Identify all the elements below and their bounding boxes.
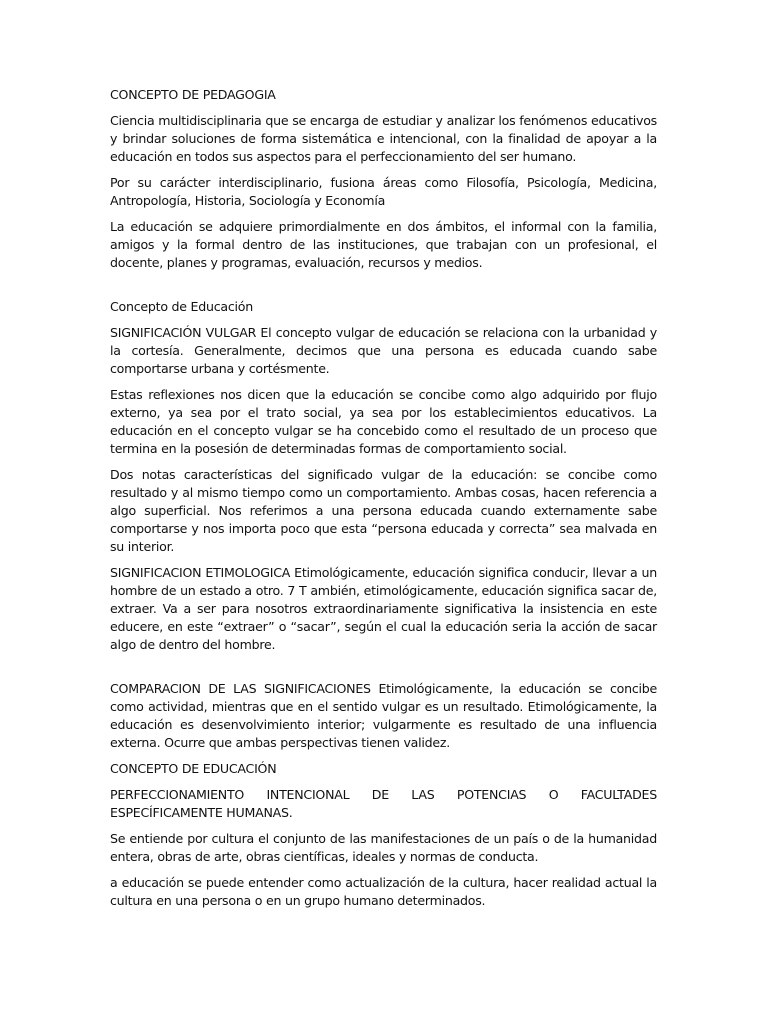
paragraph: SIGNIFICACION ETIMOLOGICA Etimológicamente, educación significa conducir, llevar a un hombre de un estado a otro. 7 T ambién, etimológicamente, educación significa sacar de, extraer. Va a ser para nosotros extraordinariamente significativa la insistencia en este educere, en este “extraer” o “sacar”, según el cual la educación seria la acción de sacar algo de dentro del hombre. [110, 565, 657, 652]
section-title-concepto-educacion: CONCEPTO DE EDUCACIÓN [110, 761, 277, 776]
section-title-pedagogia: CONCEPTO DE PEDAGOGIA [110, 87, 276, 102]
document-page [110, 86, 657, 918]
blank-line [110, 662, 657, 680]
paragraph: La educación se adquiere primordialmente en dos ámbitos, el informal con la familia, amigos y la formal dentro de las instituciones, que trabajan con un profesional, el docente, planes y programas, evaluación, recursos y medios. [110, 219, 657, 270]
section-title-educacion: Concepto de Educación [110, 299, 253, 314]
blank-line [110, 280, 657, 298]
paragraph: a educación se puede entender como actualización de la cultura, hacer realidad actual la cultura en una persona o en un grupo humano determinados. [110, 875, 657, 908]
paragraph: Estas reflexiones nos dicen que la educación se concibe como algo adquirido por flujo externo, ya sea por el trato social, ya sea por los establecimientos educativos. La educación en el concepto vulgar se ha concebido como el resultado de un proceso que termina en la posesión de determinadas formas de comportamiento social. [110, 387, 657, 456]
paragraph: Ciencia multidisciplinaria que se encarga de estudiar y analizar los fenómenos educativos y brindar soluciones de forma sistemática e intencional, con la finalidad de apoyar a la educación en todos sus aspectos para el perfeccionamiento del ser humano. [110, 113, 657, 164]
paragraph: Se entiende por cultura el conjunto de las manifestaciones de un país o de la humanidad entera, obras de arte, obras científicas, ideales y normas de conducta. [110, 831, 657, 864]
paragraph: PERFECCIONAMIENTO INTENCIONAL DE LAS POTENCIAS O FACULTADES ESPECÍFICAMENTE HUMANAS. [110, 787, 657, 820]
paragraph: SIGNIFICACIÓN VULGAR El concepto vulgar de educación se relaciona con la urbanidad y la cortesía. Generalmente, decimos que una persona es educada cuando sabe comportarse urbana y cortésmente. [110, 325, 657, 376]
paragraph: Dos notas características del significado vulgar de la educación: se concibe como resultado y al mismo tiempo como un comportamiento. Ambas cosas, hacen referencia a algo superficial. Nos referimos a una persona educada cuando externamente sabe comportarse y nos importa poco que esta “persona educada y correcta” sea malvada en su interior. [110, 467, 657, 554]
paragraph: Por su carácter interdisciplinario, fusiona áreas como Filosofía, Psicología, Medicina, Antropología, Historia, Sociología y Economía [110, 175, 657, 208]
paragraph: COMPARACION DE LAS SIGNIFICACIONES Etimológicamente, la educación se concibe como actividad, mientras que en el sentido vulgar es un resultado. Etimológicamente, la educación es desenvolvimiento interior; vulgarmente es resultado de una influencia externa. Ocurre que ambas perspectivas tienen validez. [110, 681, 657, 750]
